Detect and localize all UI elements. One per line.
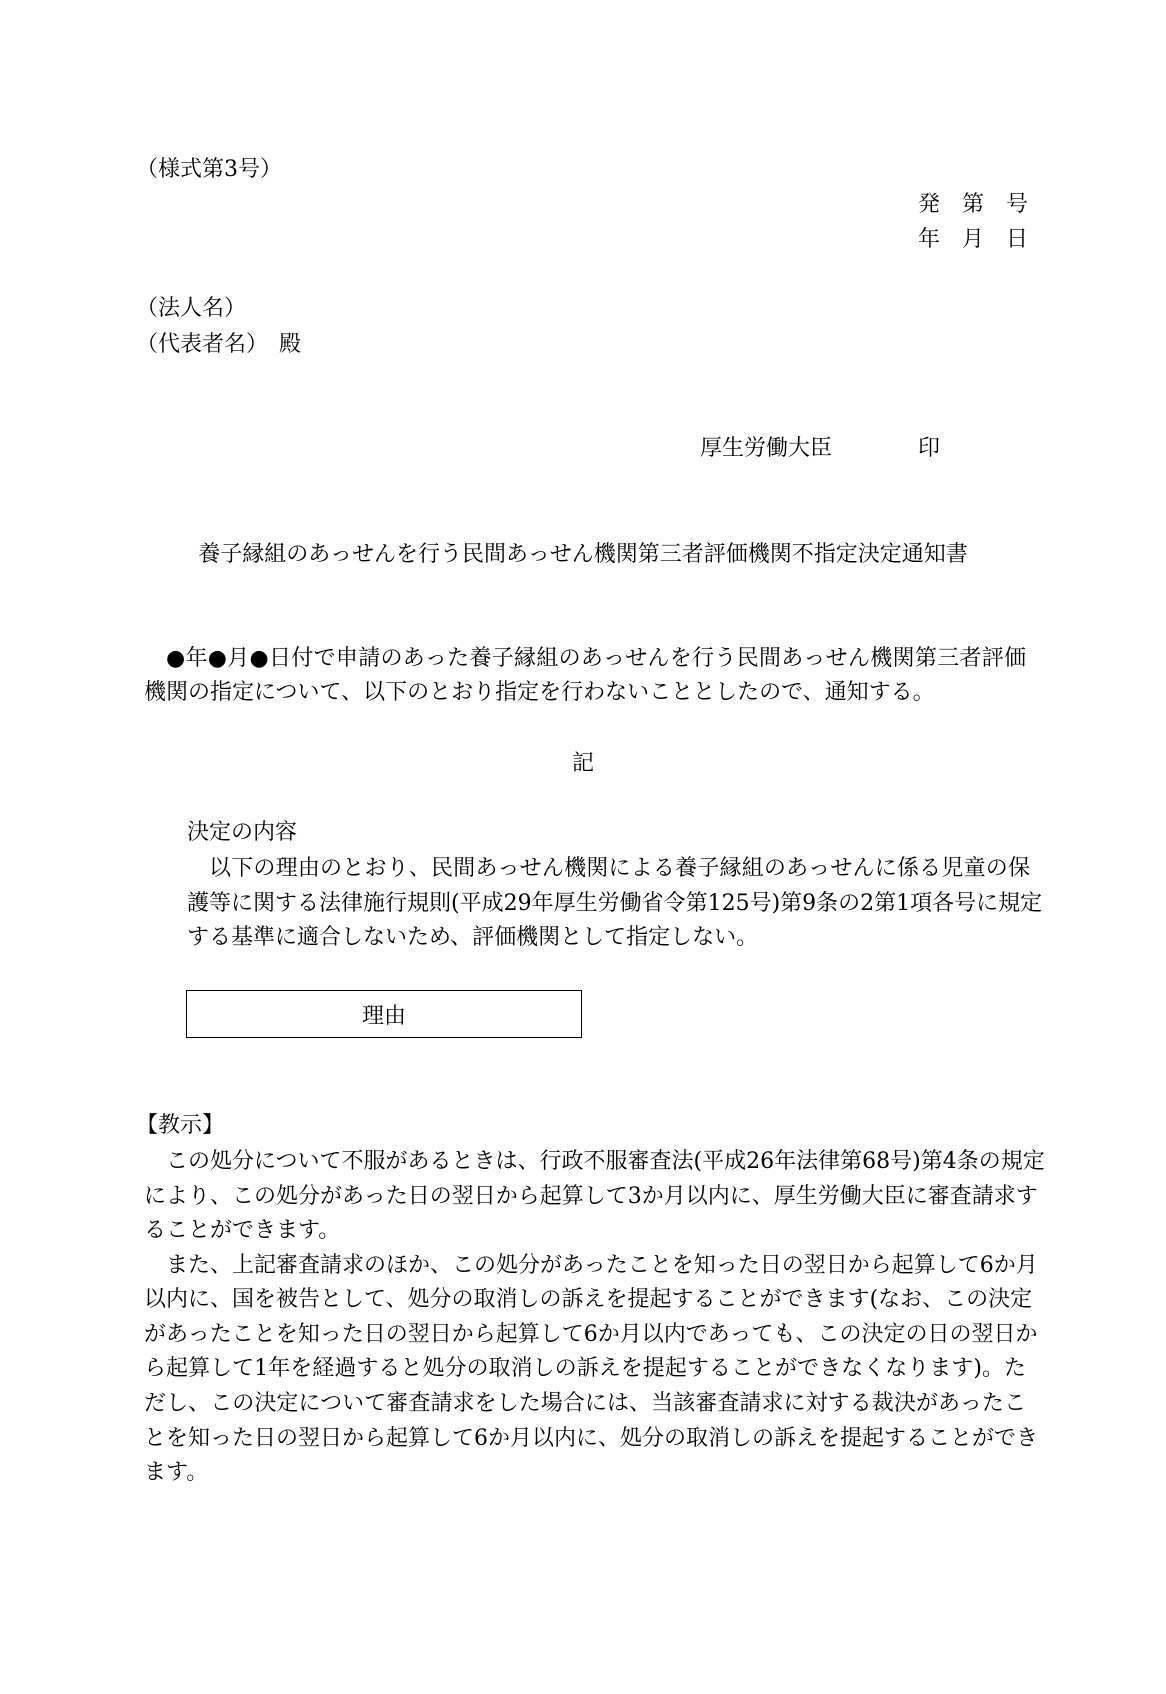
instruction-line: ます。 (144, 1460, 209, 1485)
instruction-line: があったことを知った日の翌日から起算して6か月以内であっても、この決定の日の翌日か (144, 1322, 1038, 1347)
instruction-line: また、上記審査請求のほか、この処分があったことを知った日の翌日から起算して6か月 (166, 1253, 1038, 1278)
decision-heading: 決定の内容 (187, 820, 298, 845)
reason-label: 理由 (361, 1003, 406, 1029)
issuer: 厚生労働大臣 (700, 436, 833, 461)
decision-line: する基準に適合しないため、評価機関として指定しない。 (187, 925, 759, 950)
instruction-line: 以内に、国を被告として、処分の取消しの訴えを提起することができます(なお、この決定 (144, 1287, 1033, 1312)
corporation-name: （法人名） (136, 296, 247, 321)
intro-line: ●年●月●日付で申請のあった養子縁組のあっせんを行う民間あっせん機関第三者評価 (166, 646, 1026, 671)
instruction-line: ることができます。 (144, 1218, 341, 1243)
decision-line: 以下の理由のとおり、民間あっせん機関による養子縁組のあっせんに係る児童の保 (209, 856, 1030, 881)
instruction-line: により、この処分があった日の翌日から起算して3か月以内に、厚生労働大臣に審査請求す (144, 1184, 1038, 1209)
instruction-line: ら起算して1年を経過すると処分の取消しの訴えを提起することができなくなります)。た (144, 1356, 1026, 1381)
instruction-line: とを知った日の翌日から起算して6か月以内に、処分の取消しの訴えを提起することができ (144, 1426, 1039, 1451)
intro-line: 機関の指定について、以下のとおり指定を行わないこととしたので、通知する。 (144, 680, 935, 705)
document-title: 養子縁組のあっせんを行う民間あっせん機関第三者評価機関不指定決定通知書 (198, 542, 968, 567)
instruction-line: この処分について不服があるときは、行政不服審査法(平成26年法律第68号)第4条の規定 (166, 1149, 1045, 1174)
ki-heading: 記 (571, 751, 594, 776)
form-number: （様式第3号） (136, 157, 282, 182)
seal: 印 (918, 436, 941, 461)
issue-number: 発 第 号 (918, 192, 1029, 217)
issue-date: 年 月 日 (918, 227, 1029, 252)
representative-name: （代表者名） 殿 (136, 332, 302, 357)
reason-box (186, 990, 582, 1038)
decision-line: 護等に関する法律施行規則(平成29年厚生労働省令第125号)第9条の2第1項各号に規定 (187, 891, 1043, 916)
instruction-heading: 【教示】 (136, 1113, 225, 1138)
instruction-line: だし、この決定について審査請求をした場合には、当該審査請求に対する裁決があったこ (144, 1391, 1026, 1416)
